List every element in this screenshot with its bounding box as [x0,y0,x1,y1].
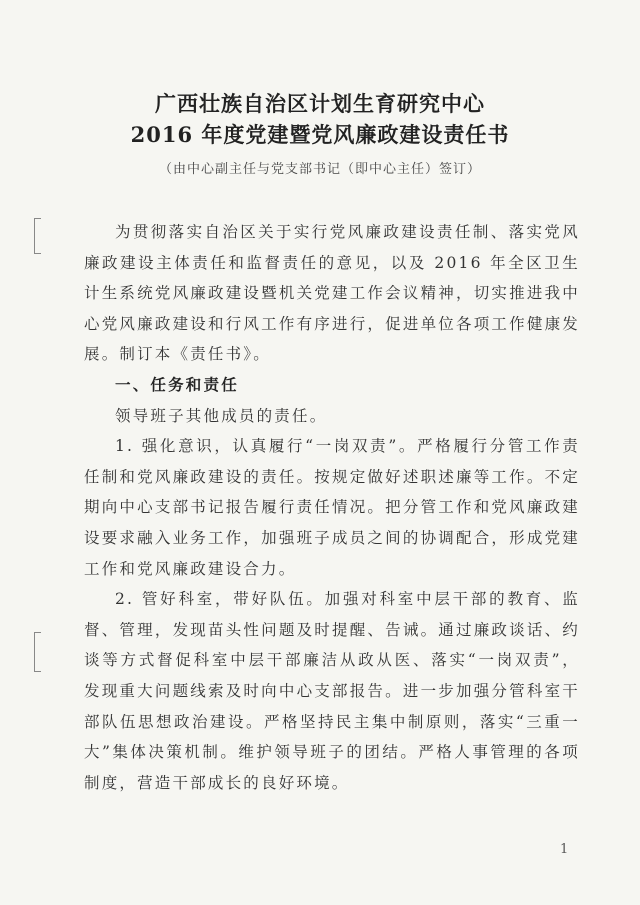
margin-bracket-mark [34,218,41,254]
item-2-paragraph: 2. 管好科室，带好队伍。加强对科室中层干部的教育、监督、管理，发现苗头性问题及时提醒、告诫。通过廉政谈话、约谈等方式督促科室中层干部廉洁从政从医、落实“一岗双责”，发现重大问题线索及时向中心支部报告。进一步加强分管科室干部队伍思想政治建设。严格坚持民主集中制原则，落实“三重一大”集体决策机制。维护领导班子的团结。严格人事管理的各项制度，营造干部成长的良好环境。 [84,590,580,792]
section-heading: 一、任务和责任 [115,374,239,394]
document-body [84,217,580,798]
document-title-line1: 广西壮族自治区计划生育研究中心 [155,91,485,116]
intro-paragraph: 为贯彻落实自治区关于实行党风廉政建设责任制、落实党风廉政建设主体责任和监督责任的意见，以及 2016 年全区卫生计生系统党风廉政建设暨机关党建工作会议精神，切实推进我中心党风廉政建设和行风工作有序进行，促进单位各项工作健康发展。制订本《责任书》。 [84,223,580,364]
subsection-heading: 领导班子其他成员的责任。 [115,406,328,425]
margin-bracket-mark [34,632,41,672]
document-subtitle: （由中心副主任与党支部书记（即中心主任）签订） [158,162,481,177]
document-title-line2: 2016 年度党建暨党风廉政建设责任书 [130,122,510,147]
item-1-paragraph: 1. 强化意识，认真履行“一岗双责”。严格履行分管工作责任制和党风廉政建设的责任。按规定做好述职述廉等工作。不定期向中心支部书记报告履行责任情况。把分管工作和党风廉政建设要求融入业务工作，加强班子成员之间的协调配合，形成党建工作和党风廉政建设合力。 [84,437,580,578]
page-number: 1 [560,842,569,857]
